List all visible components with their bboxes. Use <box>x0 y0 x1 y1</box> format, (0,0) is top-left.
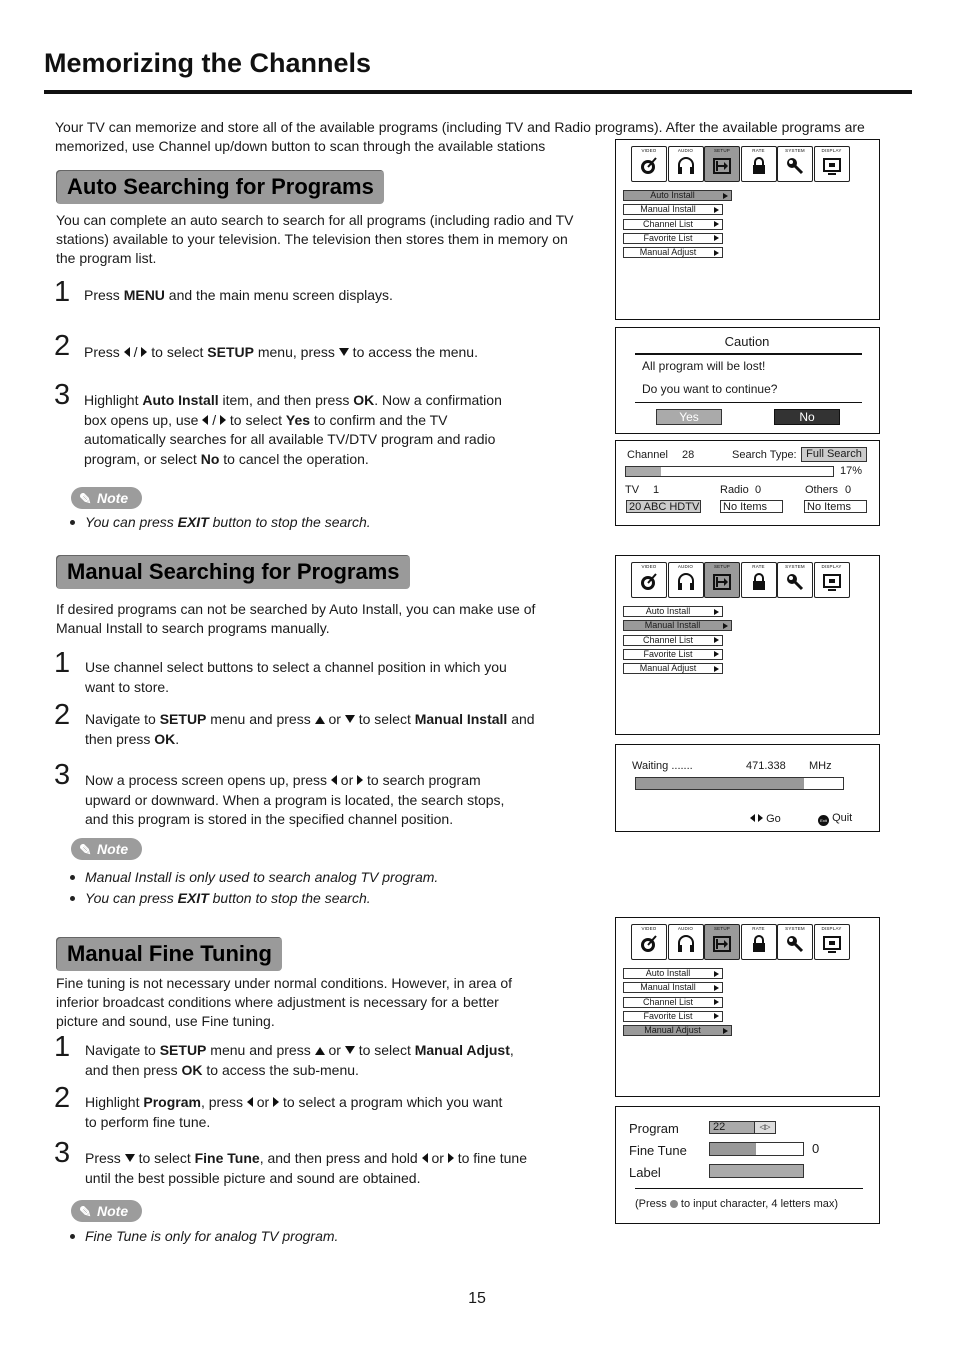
menu-tab-label: VIDEO <box>641 564 657 569</box>
menu-item-manual-adjust[interactable] <box>623 663 723 674</box>
submenu-arrow-icon <box>723 1028 728 1034</box>
panel-divider <box>635 1188 863 1189</box>
menu-tab-label: VIDEO <box>641 148 657 153</box>
manual-step2-text: Navigate to SETUP menu and press or to select Manual Install and then press OK. <box>85 711 535 747</box>
setup-menu-list <box>623 190 732 261</box>
menu-item-manual-install[interactable] <box>623 620 732 631</box>
menu-item-auto-install[interactable] <box>623 190 732 201</box>
tv-count: 1 <box>653 484 660 496</box>
frequency-unit: MHz <box>809 760 832 772</box>
fine-tune-value: 0 <box>812 1141 820 1156</box>
others-program-item: No Items <box>804 500 867 513</box>
manual-search-desc: If desired programs can not be searched by Auto Install, you can make use of Manual Install to search programs manually. <box>56 601 536 636</box>
tv-label: TV <box>625 484 640 496</box>
down-arrow-icon <box>125 1154 135 1162</box>
caution-divider-bottom <box>635 402 862 403</box>
tv-program-item: 20 ABC HDTV <box>626 500 701 513</box>
menu-item-label: Favorite List <box>643 648 693 659</box>
manual-step1-number: 1 <box>54 647 71 679</box>
no-button[interactable]: No <box>774 409 840 425</box>
manual-step1-text: Use channel select buttons to select a channel position in which you want to store. <box>85 659 507 695</box>
auto-search-desc: You can complete an auto search to search for all programs (including radio and TV stations) available to your television. The television then stores them in memory on the program list. <box>56 212 574 266</box>
go-hint: Go <box>750 813 781 825</box>
down-arrow-icon <box>345 715 355 723</box>
menu-item-label: Channel List <box>642 634 694 645</box>
program-selector[interactable]: 22 ◁▷ <box>709 1121 776 1134</box>
menu-tab-setup[interactable] <box>704 924 740 960</box>
menu-item-manual-install[interactable] <box>623 204 723 215</box>
auto-search-heading: Auto Searching for Programs <box>56 170 384 204</box>
pencil-icon: ✎ <box>79 491 92 508</box>
label-label: Label <box>629 1165 661 1180</box>
menu-item-manual-adjust[interactable] <box>623 247 723 258</box>
menu-tab-display[interactable] <box>814 146 850 182</box>
search-type-value[interactable]: Full Search <box>801 447 867 462</box>
bullet-dot <box>70 875 75 880</box>
page-title: Memorizing the Channels <box>44 48 372 78</box>
menu-item-manual-install[interactable] <box>623 982 723 993</box>
menu-item-label: Favorite List <box>643 232 693 243</box>
menu-item-label: Channel List <box>642 996 694 1007</box>
menu-item-label: Manual Install <box>640 982 696 993</box>
menu-tab-audio[interactable] <box>668 924 704 960</box>
caution-dialog <box>615 327 880 434</box>
manual-note-item: You can press EXIT button to stop the search. <box>85 889 555 908</box>
manual-search-progress-screen <box>615 744 880 832</box>
manual-search-progress-fill <box>636 778 804 789</box>
menu-tab-label: AUDIO <box>677 148 694 153</box>
auto-search-progress-screen <box>615 440 880 526</box>
menu-item-favorite-list[interactable] <box>623 649 723 660</box>
menu-tab-system[interactable] <box>777 146 813 182</box>
submenu-arrow-icon <box>714 207 719 213</box>
submenu-arrow-icon <box>714 666 719 672</box>
menu-tab-label: SETUP <box>713 926 730 931</box>
title-rule <box>44 90 912 94</box>
menu-tab-rate[interactable] <box>741 562 777 598</box>
fine-tune-panel <box>615 1106 880 1224</box>
menu-tab-system[interactable] <box>777 562 813 598</box>
caution-divider <box>635 353 862 355</box>
menu-item-favorite-list[interactable] <box>623 233 723 244</box>
setup-menu-screen-fine <box>615 917 880 1097</box>
fine-note-item: Fine Tune is only for analog TV program. <box>85 1227 555 1246</box>
manual-step2-number: 2 <box>54 699 71 731</box>
fine-tune-label: Fine Tune <box>629 1143 687 1158</box>
setup-menu-screen-manual <box>615 555 880 735</box>
submenu-arrow-icon <box>714 985 719 991</box>
label-input-hint: (Press to input character, 4 letters max) <box>635 1198 839 1210</box>
auto-search-progress-bar <box>625 466 834 477</box>
menu-tab-label: AUDIO <box>677 564 694 569</box>
menu-tab-label: AUDIO <box>677 926 694 931</box>
submenu-arrow-icon <box>714 971 719 977</box>
menu-item-auto-install[interactable] <box>623 968 723 979</box>
menu-tab-video[interactable] <box>631 924 667 960</box>
submenu-arrow-icon <box>714 999 719 1005</box>
setup-menu-list <box>623 606 732 677</box>
manual-step3-number: 3 <box>54 759 71 791</box>
menu-tab-label: DISPLAY <box>821 148 842 153</box>
exit-button-icon: Exit <box>818 815 829 826</box>
menu-item-label: Manual Install <box>640 204 696 215</box>
bullet-dot <box>70 896 75 901</box>
channel-value: 28 <box>682 449 695 461</box>
note-badge: ✎ Note <box>71 487 142 509</box>
caution-title: Caution <box>724 334 770 349</box>
submenu-arrow-icon <box>723 623 728 629</box>
menu-tab-display[interactable] <box>814 924 850 960</box>
menu-item-label: Channel List <box>642 218 694 229</box>
menu-tab-video[interactable] <box>631 562 667 598</box>
menu-item-channel-list[interactable] <box>623 635 723 646</box>
manual-note-item: Manual Install is only used to search analog TV program. <box>85 868 555 887</box>
fine-tuning-desc: Fine tuning is not necessary under normal conditions. However, in area of inferior broadcast conditions where adjustment is necessary for a better picture and sound, use Fine tuning. <box>56 975 513 1029</box>
quit-hint: Exit Quit <box>818 812 852 826</box>
left-right-arrows-icon: ◁▷ <box>754 1122 775 1133</box>
menu-item-manual-adjust[interactable] <box>623 1025 732 1036</box>
intro-text: Your TV can memorize and store all of the available programs (including TV and Radio programs). After the available programs are memorized, use Channel up/down button to scan through the available stations <box>55 119 865 154</box>
ok-button-icon <box>670 1200 678 1208</box>
program-label: Program <box>629 1121 679 1136</box>
left-arrow-icon <box>750 814 755 822</box>
menu-tab-audio[interactable] <box>668 146 704 182</box>
note-badge: ✎ Note <box>71 1200 142 1222</box>
menu-item-label: Favorite List <box>643 1010 693 1021</box>
others-count: 0 <box>845 484 852 496</box>
fine-step3-text: Press to select Fine Tune, and then press and hold or to fine tune until the best possible picture and sound are obtained. <box>85 1150 527 1186</box>
menu-item-label: Manual Adjust <box>644 1025 701 1036</box>
auto-search-progress-fill <box>626 467 661 476</box>
auto-step2-number: 2 <box>54 330 71 362</box>
menu-tab-label: DISPLAY <box>821 926 842 931</box>
manual-search-progress-bar <box>635 777 844 790</box>
menu-item-favorite-list[interactable] <box>623 1011 723 1022</box>
menu-tab-setup[interactable] <box>704 146 740 182</box>
menu-tab-display[interactable] <box>814 562 850 598</box>
menu-tab-audio[interactable] <box>668 562 704 598</box>
menu-tab-rate[interactable] <box>741 146 777 182</box>
submenu-arrow-icon <box>714 637 719 643</box>
submenu-arrow-icon <box>723 193 728 199</box>
page-number: 15 <box>468 1290 486 1307</box>
note-badge: ✎ Note <box>71 838 142 860</box>
fine-step1-number: 1 <box>54 1031 71 1063</box>
menu-tab-system[interactable] <box>777 924 813 960</box>
menu-tab-label: SETUP <box>713 148 730 153</box>
menu-item-auto-install[interactable] <box>623 606 723 617</box>
menu-tab-label: SYSTEM <box>785 148 805 153</box>
menu-item-label: Manual Install <box>644 620 701 631</box>
fine-step2-number: 2 <box>54 1082 71 1114</box>
setup-menu-list <box>623 968 732 1039</box>
submenu-arrow-icon <box>714 1013 719 1019</box>
radio-program-item: No Items <box>720 500 783 513</box>
fine-tune-slider-fill <box>710 1143 756 1155</box>
fine-tuning-heading: Manual Fine Tuning <box>56 937 282 971</box>
radio-label: Radio <box>720 484 749 496</box>
menu-tab-label: RATE <box>752 148 765 153</box>
search-type-label: Search Type: <box>732 449 797 461</box>
fine-step2-text: Highlight Program, press or to select a program which you want to perform fine tune. <box>85 1094 503 1130</box>
right-arrow-icon <box>758 814 763 822</box>
menu-item-label: Auto Install <box>650 190 695 200</box>
frequency-value: 471.338 <box>746 760 786 772</box>
menu-item-label: Auto Install <box>645 968 691 978</box>
menu-tab-label: RATE <box>752 926 765 931</box>
menu-item-label: Manual Adjust <box>639 247 697 258</box>
others-label: Others <box>805 484 839 496</box>
bullet-dot <box>70 1234 75 1239</box>
fine-tune-slider[interactable] <box>709 1142 804 1156</box>
up-arrow-icon <box>315 716 325 724</box>
menu-tab-label: SYSTEM <box>785 564 805 569</box>
auto-step1-number: 1 <box>54 276 71 308</box>
auto-step2-text: Press / to select SETUP menu, press to access the menu. <box>84 344 478 360</box>
menu-item-label: Auto Install <box>645 606 691 616</box>
submenu-arrow-icon <box>714 609 719 615</box>
progress-percent: 17% <box>840 465 863 477</box>
auto-note-item: You can press EXIT button to stop the search. <box>85 513 555 532</box>
pencil-icon: ✎ <box>79 1204 92 1221</box>
bullet-dot <box>70 520 75 525</box>
pencil-icon: ✎ <box>79 842 92 859</box>
caution-line2: Do you want to continue? <box>642 382 778 396</box>
menu-tab-setup[interactable] <box>704 562 740 598</box>
fine-step1-text: Navigate to SETUP menu and press or to select Manual Adjust, and then press OK to access the sub-menu. <box>85 1042 514 1078</box>
channel-label: Channel <box>627 449 668 461</box>
auto-step3-number: 3 <box>54 379 71 411</box>
yes-button[interactable]: Yes <box>656 409 722 425</box>
menu-tab-label: RATE <box>752 564 765 569</box>
menu-tab-label: SETUP <box>713 564 730 569</box>
manual-step3-text: Now a process screen opens up, press or to search program upward or downward. When a program is located, the search stops, and this program is stored in the specified channel position. <box>85 772 505 827</box>
menu-item-label: Manual Adjust <box>639 663 697 674</box>
submenu-arrow-icon <box>714 235 719 241</box>
menu-tab-label: SYSTEM <box>785 926 805 931</box>
submenu-arrow-icon <box>714 221 719 227</box>
down-arrow-icon <box>345 1046 355 1054</box>
label-input[interactable] <box>709 1164 804 1178</box>
radio-count: 0 <box>755 484 762 496</box>
menu-tab-label: VIDEO <box>641 926 657 931</box>
auto-step1-text: Press MENU and the main menu screen displays. <box>84 287 393 303</box>
menu-tab-label: DISPLAY <box>821 564 842 569</box>
waiting-label: Waiting ....... <box>632 760 693 772</box>
setup-menu-screen-auto <box>615 139 880 320</box>
down-arrow-icon <box>339 348 349 356</box>
submenu-arrow-icon <box>714 651 719 657</box>
manual-search-heading: Manual Searching for Programs <box>56 555 410 589</box>
menu-item-channel-list[interactable] <box>623 219 723 230</box>
menu-tab-rate[interactable] <box>741 924 777 960</box>
menu-item-channel-list[interactable] <box>623 997 723 1008</box>
auto-step3-text: Highlight Auto Install item, and then press OK. Now a confirmation box opens up, use / to select Yes to confirm and the TV automatically searches for all available TV/DTV program and radio program, or select No to cancel the operation. <box>84 392 502 467</box>
fine-step3-number: 3 <box>54 1137 71 1169</box>
menu-tab-video[interactable] <box>631 146 667 182</box>
up-arrow-icon <box>315 1047 325 1055</box>
caution-line1: All program will be lost! <box>642 359 766 373</box>
submenu-arrow-icon <box>714 250 719 256</box>
